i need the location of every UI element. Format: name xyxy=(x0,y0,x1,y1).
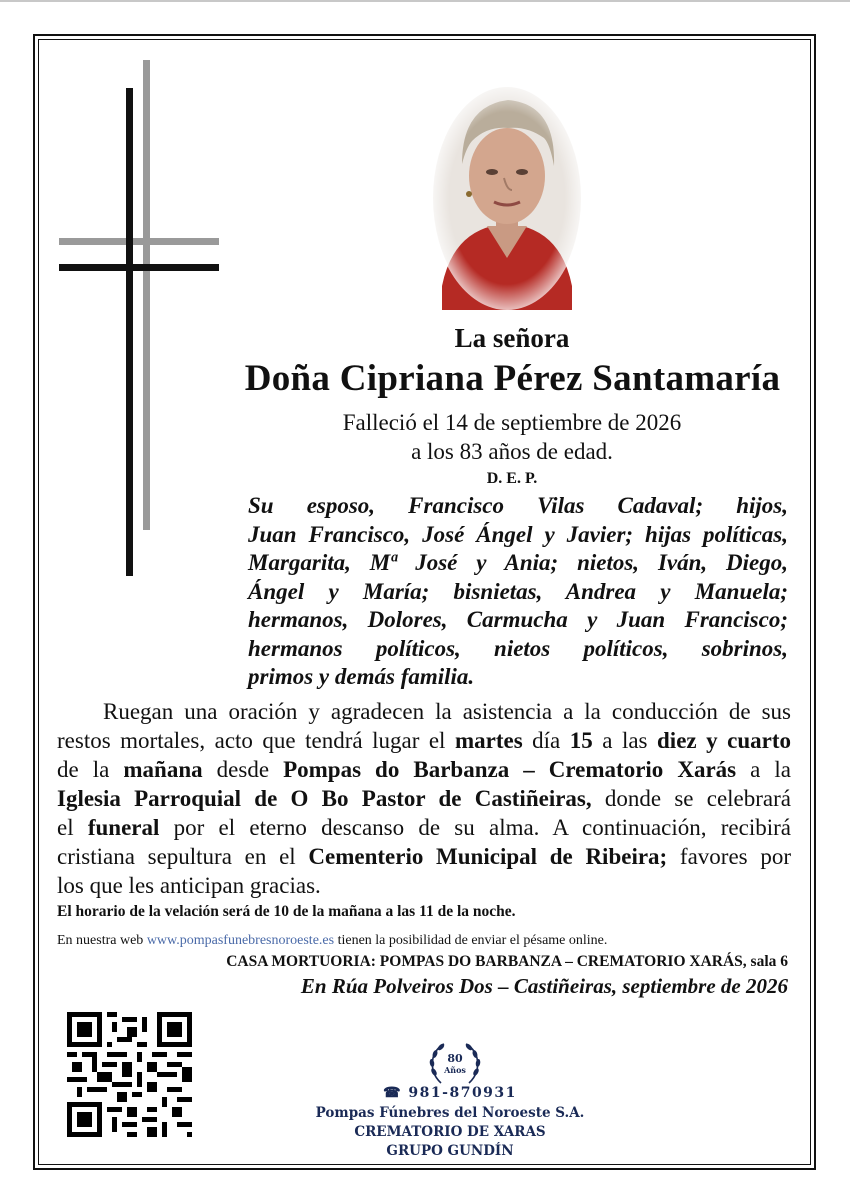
portrait-photo xyxy=(432,86,582,310)
casa-mortuoria: CASA MORTUORIA: POMPAS DO BARBANZA – CREMATORIO XARÁS, sala 6 xyxy=(226,953,788,970)
laurel-wreath-icon xyxy=(424,1038,486,1088)
family-line: Margarita, Mª José y Ania; nietos, Iván, Diego, xyxy=(248,550,788,575)
qr-code-icon[interactable] xyxy=(67,1012,192,1137)
place-date: En Rúa Polveiros Dos – Castiñeiras, septiembre de 2026 xyxy=(300,974,788,998)
announcement-line: cristiana sepultura en el Cementerio Municipal de Ribeira; favores por xyxy=(57,844,791,869)
phone-icon: ☎ xyxy=(383,1085,403,1101)
logo-word: Años xyxy=(444,1065,466,1075)
family-line: hermanos, Dolores, Carmucha y Juan Francisco; xyxy=(248,607,788,632)
announcement-line: Ruegan una oración y agradecen la asistencia a la conducción de sus xyxy=(103,699,791,724)
family-list xyxy=(248,492,788,692)
death-date: Falleció el 14 de septiembre de 2026 xyxy=(342,410,682,435)
title-prefix: La señora xyxy=(454,323,570,353)
announcement-line: Iglesia Parroquial de O Bo Pastor de Castiñeiras, donde se celebrará xyxy=(57,786,791,811)
family-line: hermanos políticos, nietos políticos, sobrinos, xyxy=(248,635,788,661)
age-line: a los 83 años de edad. xyxy=(411,439,613,464)
family-line: Juan Francisco, José Ángel y Javier; hijas políticas, xyxy=(248,521,788,547)
phone-number: 981-870931 xyxy=(408,1085,517,1101)
family-line: primos y demás familia. xyxy=(248,664,475,689)
announcement-text xyxy=(57,697,791,900)
rip-text: D. E. P. xyxy=(486,470,538,487)
web-notice: En nuestra web www.pompasfunebresnoroeste.es tienen la posibilidad de enviar el pésame online. xyxy=(57,933,608,948)
top-rule xyxy=(0,0,850,2)
crematorio-name: CREMATORIO DE XARAS xyxy=(354,1124,546,1140)
company-name: Pompas Fúnebres del Noroeste S.A. xyxy=(315,1105,585,1121)
family-line: Su esposo, Francisco Vilas Cadaval; hijos, xyxy=(248,493,788,518)
website-link[interactable]: www.pompasfunebresnoroeste.es xyxy=(146,933,335,948)
announcement-line: de la mañana desde Pompas do Barbanza – Crematorio Xarás a la xyxy=(57,757,791,782)
grupo-name: GRUPO GUNDÍN xyxy=(386,1143,514,1159)
logo-number: 80 xyxy=(447,1052,463,1065)
announcement-line: los que les anticipan gracias. xyxy=(57,873,321,898)
deceased-name: Doña Cipriana Pérez Santamaría xyxy=(244,358,781,399)
velacion-schedule: El horario de la velación será de 10 de la mañana a las 11 de la noche. xyxy=(57,903,516,920)
phone-line xyxy=(300,1085,600,1101)
announcement-line: el funeral por el eterno descanso de su alma. A continuación, recibirá xyxy=(57,815,791,840)
announcement-line: restos mortales, acto que tendrá lugar el martes día 15 a las diez y cuarto xyxy=(57,728,791,753)
family-line: Ángel y María; bisnietas, Andrea y Manuela; xyxy=(248,578,788,604)
cross-icon xyxy=(55,55,225,580)
